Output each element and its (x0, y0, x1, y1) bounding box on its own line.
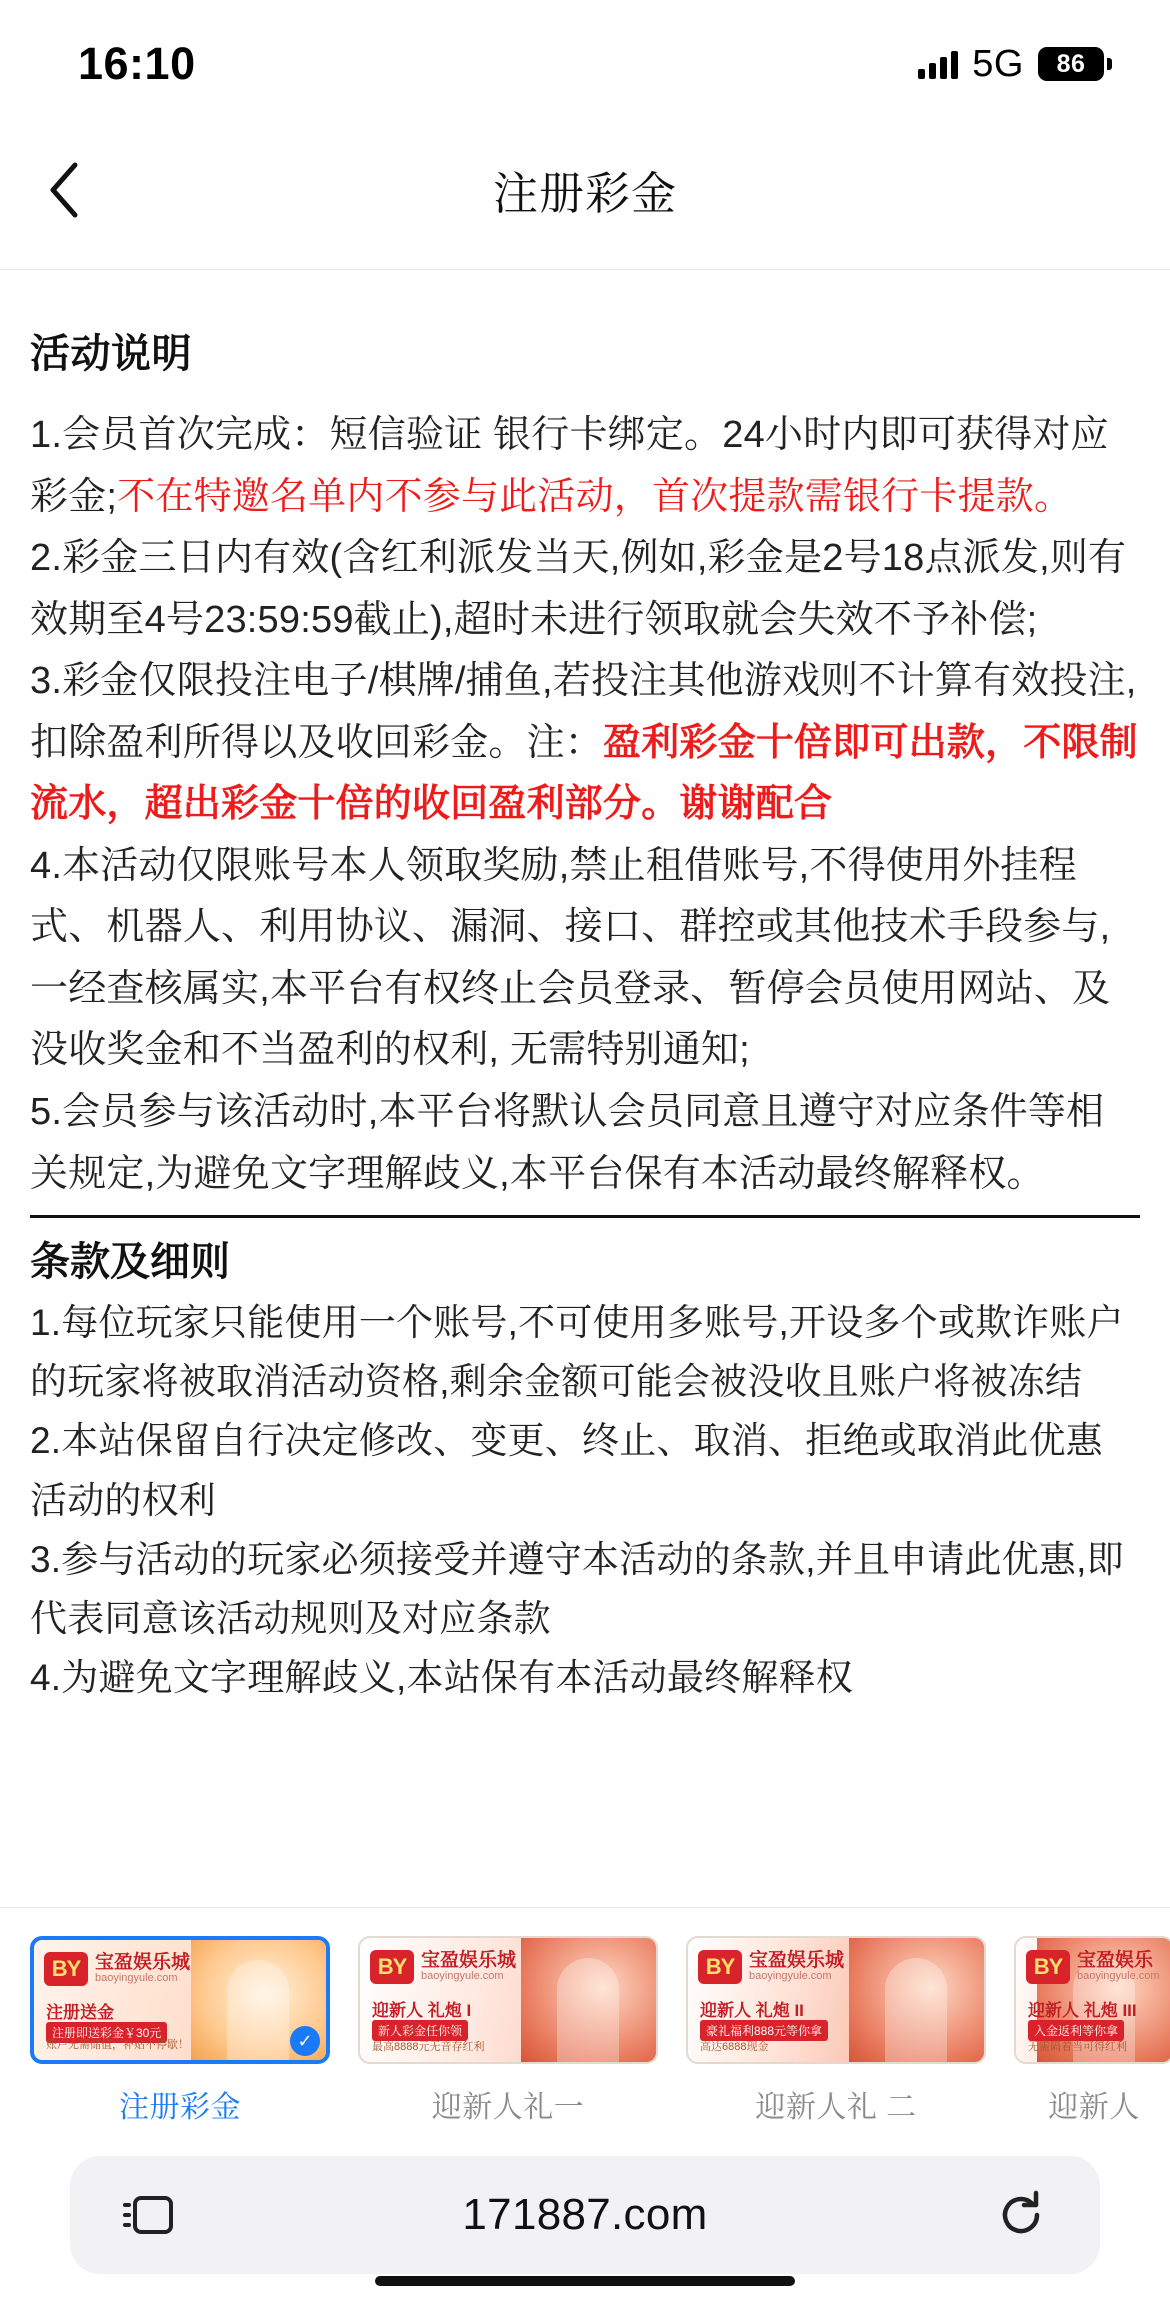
terms-item-1: 1.每位玩家只能使用一个账号,不可使用多账号,开设多个或欺诈账户的玩家将被取消活动资格,剩余金额可能会被没收且账户将被冻结 (30, 1302, 1124, 1403)
promo-artwork (521, 1938, 656, 2062)
promo-logo (1026, 1950, 1160, 1984)
promo-logo (44, 1952, 190, 1986)
promo-brand-name: 宝盈娱乐 (1077, 1950, 1154, 1972)
network-type-label: 5G (972, 42, 1024, 85)
activity-rule-1-text: 1.会员首次完成：短信验证 银行卡绑定。24小时内即可获得对应彩金; (30, 414, 1109, 518)
url-bar[interactable] (70, 2156, 1100, 2274)
promo-label-newcomer-3[interactable]: 迎新人 (1048, 2091, 1140, 2124)
promo-note: 账户无需储值，补贴不停歇！ (46, 2039, 189, 2051)
promo-carousel[interactable] (0, 1907, 1170, 2136)
page-title: 注册彩金 (492, 168, 677, 219)
promo-sub: 豪礼福利888元等你拿 (700, 2020, 828, 2041)
activity-section-title: 活动说明 (30, 332, 192, 376)
back-button[interactable] (30, 155, 100, 225)
promo-note: 最高8888元无音存红利 (372, 2041, 485, 2053)
terms-section (30, 1230, 1140, 1707)
promo-headline: 注册送金 (46, 2003, 114, 2022)
promo-row (0, 1936, 1170, 2126)
terms-item-3: 3.参与活动的玩家必须接受并遵守本活动的条款,并且申请此优惠,即代表同意该活动规则及对应条款 (30, 1538, 1124, 1640)
promo-label-newcomer-1[interactable]: 迎新人礼一 (431, 2091, 585, 2124)
promo-artwork (849, 1938, 984, 2062)
promo-card[interactable] (358, 1936, 658, 2064)
activity-rule-3-text: 3.彩金仅限投注电子/棋牌/捕鱼,若投注其他游戏则不计算有效投注,扣除盈利所得以及收回彩金。注： (30, 660, 1137, 764)
promo-sub: 新人彩金任你领 (372, 2020, 468, 2041)
signal-bars-icon (918, 49, 958, 79)
status-bar (0, 0, 1170, 110)
home-indicator (375, 2276, 795, 2286)
brand-mark-icon: BY (44, 1952, 88, 1986)
promo-headline: 迎新人 礼炮 III (1028, 2001, 1137, 2020)
terms-item-2: 2.本站保留自行决定修改、变更、终止、取消、拒绝或取消此优惠活动的权利 (30, 1420, 1103, 1521)
promo-brand-name: 宝盈娱乐城 (749, 1950, 845, 1972)
check-circle-icon: ✓ (290, 2026, 320, 2056)
activity-rule-5: 5.会员参与该活动时,本平台将默认会员同意且遵守对应条件等相关规定,为避免文字理解歧义,本平台保有本活动最终解释权。 (30, 1091, 1105, 1195)
promo-brand-name: 宝盈娱乐城 (95, 1952, 191, 1974)
promo-brand-domain: baoyingyule.com (421, 1970, 504, 1983)
reload-icon[interactable] (986, 2180, 1056, 2250)
promo-brand-domain: baoyingyule.com (95, 1972, 178, 1985)
promo-card[interactable] (686, 1936, 986, 2064)
content-area (0, 270, 1170, 1907)
promo-headline: 迎新人 礼炮 II (700, 2001, 804, 2020)
promo-logo (698, 1950, 844, 1984)
activity-rule-1-highlight: 不在特邀名单内不参与此活动，首次提款需银行卡提款。 (117, 475, 1073, 518)
chevron-left-icon (45, 159, 85, 221)
terms-item-4: 4.为避免文字理解歧义,本站保有本活动最终解释权 (30, 1657, 853, 1699)
promo-card[interactable] (1014, 1936, 1170, 2064)
brand-mark-icon: BY (698, 1950, 742, 1984)
promo-item-newcomer-1[interactable] (358, 1936, 658, 2126)
promo-sub: 入金返利等你拿 (1028, 2020, 1124, 2041)
promo-brand-domain: baoyingyule.com (749, 1970, 832, 1983)
promo-headline: 迎新人 礼炮 I (372, 2001, 472, 2020)
activity-rule-3-highlight: 盈利彩金十倍即可出款，不限制流水，超出彩金十倍的收回盈利部分。谢谢配合 (30, 721, 1138, 826)
promo-label-register-bonus[interactable]: 注册彩金 (119, 2091, 241, 2124)
promo-logo (370, 1950, 516, 1984)
status-time: 16:10 (78, 38, 196, 89)
promo-note: 无需隔着当可得红利 (1028, 2041, 1127, 2053)
battery-percent: 86 (1056, 49, 1086, 78)
activity-rule-2: 2.彩金三日内有效(含红利派发当天,例如,彩金是2号18点派发,则有效期至4号23:59:59截止),超时未进行领取就会失效不予补偿; (30, 537, 1127, 641)
section-divider (30, 1215, 1140, 1218)
promo-item-register-bonus[interactable] (30, 1936, 330, 2126)
promo-label-newcomer-2[interactable]: 迎新人礼 二 (755, 2091, 917, 2124)
activity-rule-3 (30, 651, 1140, 836)
url-text[interactable]: 171887.com (462, 2190, 708, 2239)
promo-brand-domain: baoyingyule.com (1077, 1970, 1160, 1983)
terms-section-title: 条款及细则 (30, 1240, 230, 1285)
promo-item-newcomer-2[interactable] (686, 1936, 986, 2126)
promo-card[interactable] (30, 1936, 330, 2064)
promo-brand-name: 宝盈娱乐城 (421, 1950, 517, 1972)
brand-mark-icon: BY (370, 1950, 414, 1984)
promo-note: 高达6888现金 (700, 2041, 769, 2053)
activity-rule-1 (30, 405, 1140, 528)
tabs-icon[interactable] (114, 2180, 184, 2250)
nav-bar (0, 110, 1170, 270)
battery-icon (1038, 47, 1104, 81)
status-indicators (918, 43, 1104, 86)
activity-rule-4: 4.本活动仅限账号本人领取奖励,禁止租借账号,不得使用外挂程式、机器人、利用协议、漏洞、接口、群控或其他技术手段参与,一经查核属实,本平台有权终止会员登录、暂停会员使用网站、及没收奖金和不当盈利的权利, 无需特别通知; (30, 844, 1111, 1072)
brand-mark-icon: BY (1026, 1950, 1070, 1984)
promo-item-newcomer-3[interactable] (1014, 1936, 1170, 2126)
promo-sub: 注册即送彩金￥30元 (46, 2022, 167, 2043)
